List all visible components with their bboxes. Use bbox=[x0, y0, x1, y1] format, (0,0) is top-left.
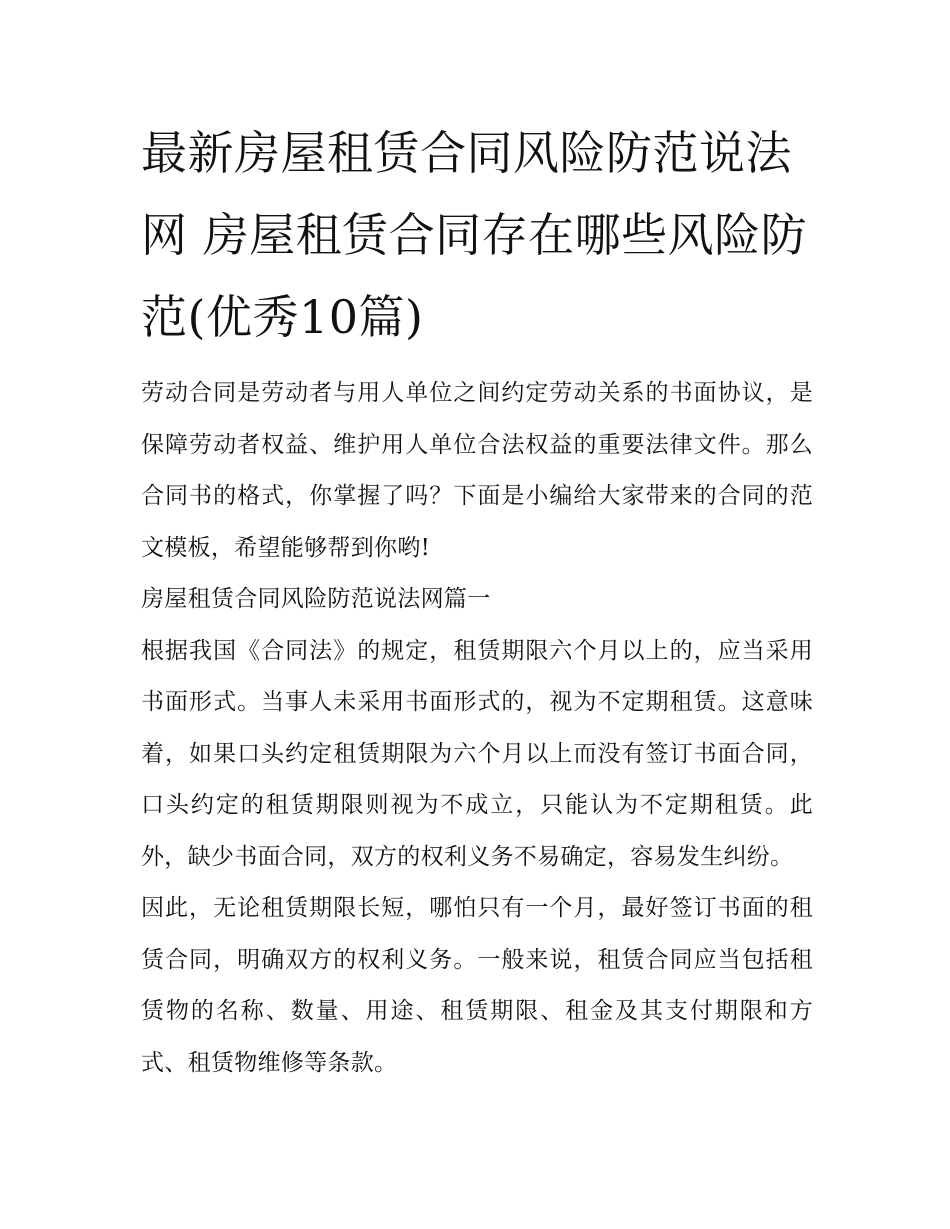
intro-paragraph: 劳动合同是劳动者与用人单位之间约定劳动关系的书面协议，是保障劳动者权益、维护用人单位合法权益的重要法律文件。那么合同书的格式，你掌握了吗？下面是小编给大家带来的合同的范文模板，希望能够帮到你哟! bbox=[141, 380, 813, 561]
section-heading: 房屋租赁合同风险防范说法网篇一 bbox=[141, 586, 491, 612]
body-paragraph: 因此，无论租赁期限长短，哪怕只有一个月，最好签订书面的租赁合同，明确双方的权利义务。一般来说，租赁合同应当包括租赁物的名称、数量、用途、租赁期限、租金及其支付期限和方式、租赁物维修等条款。 bbox=[141, 895, 813, 1076]
body-paragraph: 根据我国《合同法》的规定，租赁期限六个月以上的，应当采用书面形式。当事人未采用书面形式的，视为不定期租赁。这意味着，如果口头约定租赁期限为六个月以上而没有签订书面合同，口头约定的租赁期限则视为不成立，只能认为不定期租赁。此外，缺少书面合同，双方的权利义务不易确定，容易发生纠纷。 bbox=[141, 637, 813, 870]
document-title: 最新房屋租赁合同风险防范说法网 房屋租赁合同存在哪些风险防范(优秀10篇) bbox=[141, 126, 808, 344]
document-body bbox=[141, 112, 813, 1089]
